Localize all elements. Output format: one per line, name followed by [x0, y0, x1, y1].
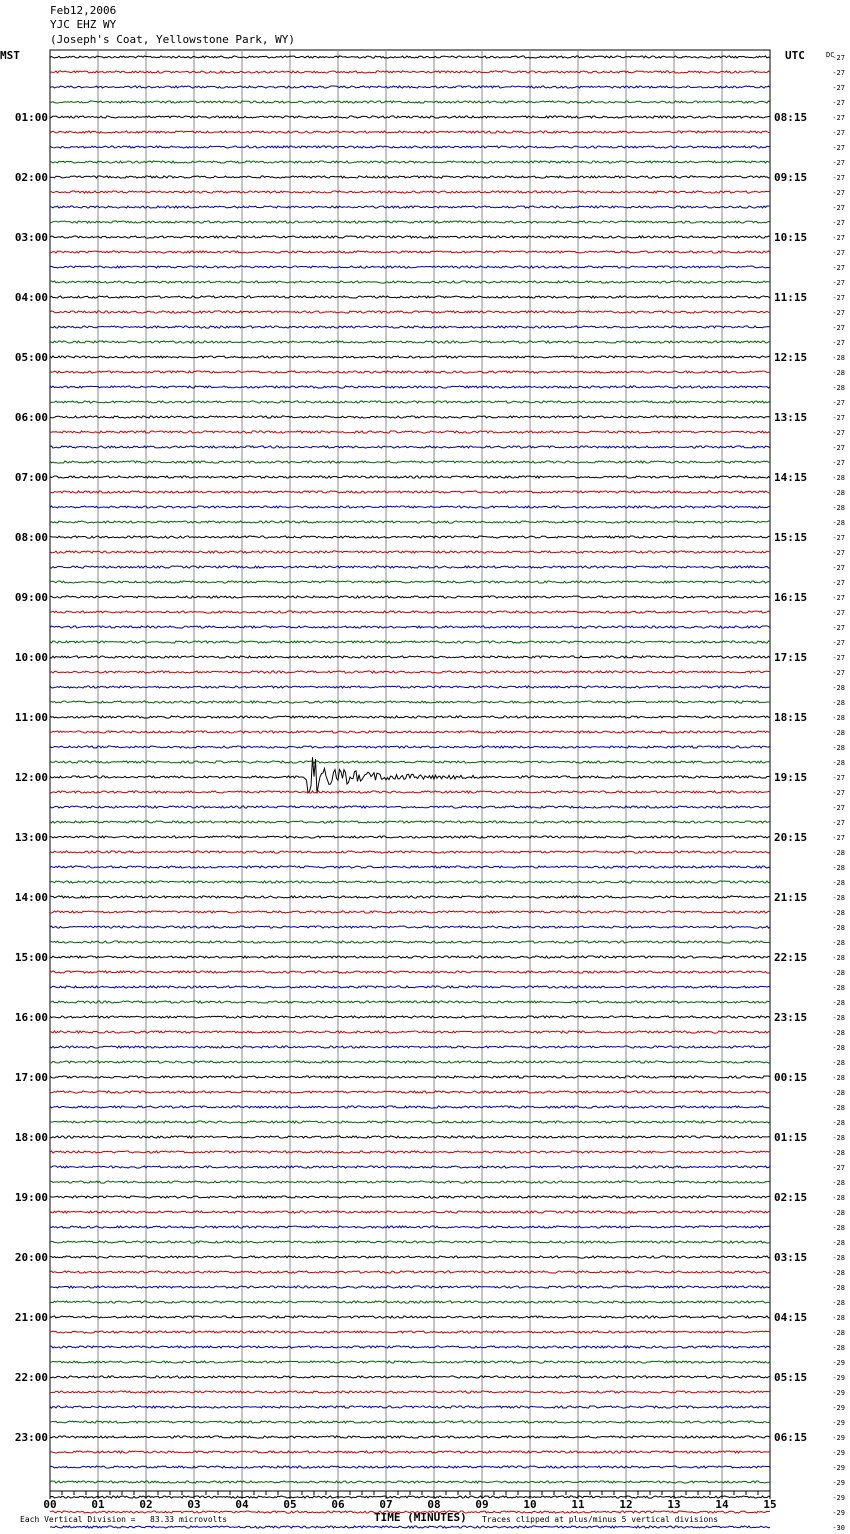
- dc-offset-label: -28: [832, 1209, 845, 1217]
- trace-row-62: [50, 986, 770, 988]
- trace-row-7: [50, 161, 770, 163]
- trace-row-26: [50, 446, 770, 448]
- trace-row-70: [50, 1106, 770, 1108]
- trace-row-25: [50, 431, 770, 433]
- trace-row-18: [50, 326, 770, 328]
- trace-row-2: [50, 86, 770, 88]
- x-tick-label: 04: [235, 1498, 249, 1511]
- trace-row-4: [50, 116, 770, 118]
- plot-date: Feb12,2006: [50, 4, 117, 17]
- right-hour-label: 16:15: [774, 591, 808, 604]
- right-hour-label: 13:15: [774, 411, 808, 424]
- dc-offset-label: -28: [832, 1194, 845, 1202]
- trace-row-28: [50, 476, 770, 478]
- dc-offset-label: -27: [832, 54, 845, 62]
- trace-row-14: [50, 266, 770, 268]
- dc-offset-label: -27: [832, 204, 845, 212]
- dc-offset-label: -28: [832, 1269, 845, 1277]
- trace-row-63: [50, 1001, 770, 1003]
- left-hour-label: 06:00: [14, 411, 48, 424]
- left-hour-label: 16:00: [14, 1011, 48, 1024]
- trace-row-56: [50, 896, 770, 898]
- station-location: (Joseph's Coat, Yellowstone Park, WY): [50, 33, 296, 46]
- trace-row-32: [50, 536, 770, 538]
- trace-row-24: [50, 416, 770, 418]
- dc-offset-label: -28: [832, 1029, 845, 1037]
- dc-offset-label: -28: [832, 1224, 845, 1232]
- trace-row-72: [50, 1136, 770, 1138]
- dc-offset-label: -29: [832, 1359, 845, 1367]
- dc-offset-label: -27: [832, 669, 845, 677]
- dc-offset-label: -27: [832, 84, 845, 92]
- dc-offset-label: -27: [832, 414, 845, 422]
- trace-row-39: [50, 641, 770, 643]
- dc-offset-label: -28: [832, 759, 845, 767]
- dc-offset-label: -29: [832, 1389, 845, 1397]
- dc-offset-label: -27: [832, 624, 845, 632]
- trace-row-86: [50, 1346, 770, 1348]
- x-tick-label: 02: [139, 1498, 153, 1511]
- left-hour-label: 12:00: [14, 771, 48, 784]
- right-hour-label: 09:15: [774, 171, 808, 184]
- trace-row-1: [50, 71, 770, 73]
- trace-row-93: [50, 1451, 770, 1453]
- vertical-division-note: Each Vertical Division = 83.33 microvolts: [20, 1515, 228, 1524]
- dc-offset-label: -27: [832, 459, 845, 467]
- trace-row-47: [50, 761, 770, 763]
- trace-row-46: [50, 746, 770, 748]
- left-hour-label: 07:00: [14, 471, 48, 484]
- dc-offset-label: -27: [832, 564, 845, 572]
- trace-row-73: [50, 1151, 770, 1153]
- dc-offset-label: -27: [832, 399, 845, 407]
- dc-offset-label: -28: [832, 849, 845, 857]
- dc-offset-label: -27: [832, 804, 845, 812]
- trace-row-67: [50, 1061, 770, 1063]
- dc-offset-label: -27: [832, 594, 845, 602]
- dc-offset-label: -27: [832, 429, 845, 437]
- trace-row-90: [50, 1406, 770, 1408]
- dc-offset-label: -27: [832, 309, 845, 317]
- dc-offset-label: -28: [832, 939, 845, 947]
- left-hour-label: 13:00: [14, 831, 48, 844]
- trace-row-15: [50, 281, 770, 283]
- dc-offset-label: -27: [832, 174, 845, 182]
- trace-row-36: [50, 596, 770, 598]
- trace-row-44: [50, 716, 770, 718]
- trace-row-3: [50, 101, 770, 103]
- trace-row-54: [50, 866, 770, 868]
- right-hour-label: 23:15: [774, 1011, 808, 1024]
- dc-offset-label: -27: [832, 1164, 845, 1172]
- dc-offset-label: -28: [832, 1284, 845, 1292]
- dc-offset-label: -28: [832, 969, 845, 977]
- trace-row-48: [50, 757, 770, 793]
- right-hour-label: 11:15: [774, 291, 808, 304]
- station-code: YJC EHZ WY: [50, 18, 117, 31]
- dc-offset-label: -28: [832, 999, 845, 1007]
- right-hour-label: 04:15: [774, 1311, 808, 1324]
- dc-offset-label: -27: [832, 609, 845, 617]
- left-hour-label: 11:00: [14, 711, 48, 724]
- dc-offset-label: -29: [832, 1404, 845, 1412]
- trace-row-50: [50, 806, 770, 808]
- x-tick-label: 14: [715, 1498, 729, 1511]
- trace-row-11: [50, 221, 770, 223]
- trace-row-23: [50, 401, 770, 403]
- dc-offset-label: -27: [832, 444, 845, 452]
- dc-offset-label: -28: [832, 519, 845, 527]
- dc-offset-label: -29: [832, 1464, 845, 1472]
- trace-row-29: [50, 491, 770, 493]
- left-hour-label: 15:00: [14, 951, 48, 964]
- trace-row-84: [50, 1316, 770, 1318]
- dc-offset-label: -28: [832, 699, 845, 707]
- dc-offset-label: -28: [832, 984, 845, 992]
- left-hour-label: 02:00: [14, 171, 48, 184]
- dc-offset-label: -28: [832, 864, 845, 872]
- left-hour-label: 18:00: [14, 1131, 48, 1144]
- dc-offset-label: -28: [832, 894, 845, 902]
- trace-row-92: [50, 1436, 770, 1438]
- dc-offset-label: -28: [832, 1089, 845, 1097]
- left-hour-label: 09:00: [14, 591, 48, 604]
- left-hour-label: 20:00: [14, 1251, 48, 1264]
- right-hour-label: 08:15: [774, 111, 808, 124]
- dc-offset-label: -27: [832, 339, 845, 347]
- x-tick-label: 15: [763, 1498, 777, 1511]
- x-tick-label: 13: [667, 1498, 681, 1511]
- trace-row-75: [50, 1181, 770, 1183]
- dc-offset-label: -30: [832, 1524, 845, 1532]
- dc-offset-label: -27: [832, 219, 845, 227]
- trace-row-10: [50, 206, 770, 208]
- trace-row-52: [50, 836, 770, 838]
- right-hour-label: 22:15: [774, 951, 808, 964]
- left-hour-label: 05:00: [14, 351, 48, 364]
- dc-offset-label: -27: [832, 279, 845, 287]
- right-hour-label: 19:15: [774, 771, 808, 784]
- trace-row-27: [50, 461, 770, 463]
- trace-row-65: [50, 1031, 770, 1033]
- trace-row-13: [50, 251, 770, 253]
- trace-row-98: [50, 1526, 770, 1528]
- trace-row-49: [50, 791, 770, 793]
- dc-offset-label: -28: [832, 924, 845, 932]
- x-tick-label: 03: [187, 1498, 201, 1511]
- right-hour-label: 02:15: [774, 1191, 808, 1204]
- trace-row-82: [50, 1286, 770, 1288]
- dc-offset-label: -27: [832, 579, 845, 587]
- dc-offset-label: -27: [832, 114, 845, 122]
- dc-offset-label: -29: [832, 1479, 845, 1487]
- trace-row-31: [50, 521, 770, 523]
- dc-offset-label: -28: [832, 684, 845, 692]
- x-tick-label: 10: [523, 1498, 537, 1511]
- trace-row-12: [50, 236, 770, 238]
- dc-offset-label: -27: [832, 99, 845, 107]
- dc-offset-label: -28: [832, 354, 845, 362]
- trace-row-8: [50, 176, 770, 178]
- dc-offset-label: -27: [832, 249, 845, 257]
- dc-offset-label: -28: [832, 1044, 845, 1052]
- dc-offset-label: -29: [832, 1374, 845, 1382]
- right-hour-label: 14:15: [774, 471, 808, 484]
- right-hour-label: 05:15: [774, 1371, 808, 1384]
- right-hour-label: 06:15: [774, 1431, 808, 1444]
- trace-row-79: [50, 1241, 770, 1243]
- dc-offset-label: -28: [832, 1059, 845, 1067]
- dc-offset-label: -28: [832, 909, 845, 917]
- dc-offset-label: -28: [832, 489, 845, 497]
- x-tick-label: 12: [619, 1498, 633, 1511]
- dc-offset-label: -28: [832, 1134, 845, 1142]
- left-timezone-label: MST: [0, 49, 20, 62]
- trace-row-16: [50, 296, 770, 298]
- trace-row-61: [50, 971, 770, 973]
- trace-row-43: [50, 701, 770, 703]
- trace-row-41: [50, 671, 770, 673]
- dc-offset-label: -27: [832, 129, 845, 137]
- trace-row-34: [50, 566, 770, 568]
- right-hour-label: 12:15: [774, 351, 808, 364]
- dc-offset-label: -27: [832, 189, 845, 197]
- dc-offset-label: -29: [832, 1449, 845, 1457]
- x-tick-label: 05: [283, 1498, 297, 1511]
- trace-row-35: [50, 581, 770, 583]
- trace-row-83: [50, 1301, 770, 1303]
- trace-row-76: [50, 1196, 770, 1198]
- trace-row-55: [50, 881, 770, 883]
- dc-offset-label: -28: [832, 1149, 845, 1157]
- x-axis-title: TIME (MINUTES): [374, 1511, 467, 1524]
- trace-row-5: [50, 131, 770, 133]
- trace-row-66: [50, 1046, 770, 1048]
- trace-row-58: [50, 926, 770, 928]
- trace-row-22: [50, 386, 770, 388]
- dc-offset-label: -27: [832, 639, 845, 647]
- right-hour-label: 20:15: [774, 831, 808, 844]
- trace-row-42: [50, 686, 770, 688]
- trace-row-68: [50, 1076, 770, 1078]
- trace-row-69: [50, 1091, 770, 1093]
- right-hour-label: 17:15: [774, 651, 808, 664]
- right-hour-label: 18:15: [774, 711, 808, 724]
- dc-offset-label: -28: [832, 1239, 845, 1247]
- dc-offset-label: -28: [832, 1299, 845, 1307]
- left-hour-label: 08:00: [14, 531, 48, 544]
- left-hour-label: 01:00: [14, 111, 48, 124]
- dc-offset-label: -27: [832, 819, 845, 827]
- dc-offset-label: -29: [832, 1419, 845, 1427]
- trace-row-88: [50, 1376, 770, 1378]
- dc-header-label: DC: [826, 51, 835, 59]
- dc-offset-label: -28: [832, 1314, 845, 1322]
- dc-offset-label: -29: [832, 1494, 845, 1502]
- trace-row-81: [50, 1271, 770, 1273]
- trace-row-87: [50, 1361, 770, 1363]
- right-hour-label: 01:15: [774, 1131, 808, 1144]
- dc-offset-label: -28: [832, 1179, 845, 1187]
- trace-row-19: [50, 341, 770, 343]
- trace-row-40: [50, 656, 770, 658]
- x-tick-label: 00: [43, 1498, 57, 1511]
- dc-offset-label: -28: [832, 879, 845, 887]
- dc-offset-label: -28: [832, 729, 845, 737]
- dc-offset-label: -28: [832, 369, 845, 377]
- x-tick-label: 09: [475, 1498, 489, 1511]
- left-hour-label: 14:00: [14, 891, 48, 904]
- dc-offset-label: -27: [832, 69, 845, 77]
- trace-row-45: [50, 731, 770, 733]
- left-hour-label: 22:00: [14, 1371, 48, 1384]
- trace-row-96: [50, 1496, 770, 1498]
- left-hour-label: 03:00: [14, 231, 48, 244]
- x-tick-label: 07: [379, 1498, 393, 1511]
- right-hour-label: 00:15: [774, 1071, 808, 1084]
- trace-row-53: [50, 851, 770, 853]
- dc-offset-label: -28: [832, 384, 845, 392]
- right-hour-label: 03:15: [774, 1251, 808, 1264]
- dc-offset-label: -28: [832, 1254, 845, 1262]
- dc-offset-label: -28: [832, 1014, 845, 1022]
- trace-row-6: [50, 146, 770, 148]
- dc-offset-label: -28: [832, 1119, 845, 1127]
- trace-row-38: [50, 626, 770, 628]
- trace-row-0: [50, 56, 770, 58]
- trace-row-95: [50, 1481, 770, 1483]
- dc-offset-label: -28: [832, 474, 845, 482]
- dc-offset-label: -29: [832, 1434, 845, 1442]
- dc-offset-label: -28: [832, 504, 845, 512]
- trace-row-85: [50, 1331, 770, 1333]
- right-hour-label: 15:15: [774, 531, 808, 544]
- dc-offset-label: -28: [832, 1329, 845, 1337]
- dc-offset-label: -27: [832, 534, 845, 542]
- trace-row-74: [50, 1166, 770, 1168]
- x-tick-label: 06: [331, 1498, 345, 1511]
- dc-offset-label: -28: [832, 954, 845, 962]
- dc-offset-label: -27: [832, 144, 845, 152]
- left-hour-label: 23:00: [14, 1431, 48, 1444]
- trace-row-64: [50, 1016, 770, 1018]
- trace-row-57: [50, 911, 770, 913]
- dc-offset-label: -27: [832, 834, 845, 842]
- trace-row-20: [50, 356, 770, 358]
- left-hour-label: 21:00: [14, 1311, 48, 1324]
- x-tick-label: 01: [91, 1498, 105, 1511]
- trace-row-60: [50, 956, 770, 958]
- trace-row-77: [50, 1211, 770, 1213]
- dc-offset-label: -27: [832, 789, 845, 797]
- trace-row-71: [50, 1121, 770, 1123]
- dc-offset-label: -27: [832, 294, 845, 302]
- dc-offset-label: -27: [832, 159, 845, 167]
- left-hour-label: 19:00: [14, 1191, 48, 1204]
- dc-offset-label: -28: [832, 714, 845, 722]
- dc-offset-label: -27: [832, 234, 845, 242]
- trace-row-9: [50, 191, 770, 193]
- dc-offset-label: -27: [832, 324, 845, 332]
- trace-row-17: [50, 311, 770, 313]
- trace-row-89: [50, 1391, 770, 1393]
- dc-offset-label: -28: [832, 1074, 845, 1082]
- dc-offset-label: -28: [832, 1104, 845, 1112]
- left-hour-label: 04:00: [14, 291, 48, 304]
- dc-offset-label: -27: [832, 264, 845, 272]
- clip-note: Traces clipped at plus/minus 5 vertical divisions: [482, 1515, 719, 1524]
- x-tick-label: 08: [427, 1498, 441, 1511]
- right-hour-label: 21:15: [774, 891, 808, 904]
- trace-row-80: [50, 1256, 770, 1258]
- trace-row-30: [50, 506, 770, 508]
- dc-offset-label: -27: [832, 549, 845, 557]
- trace-row-91: [50, 1421, 770, 1423]
- x-tick-label: 11: [571, 1498, 585, 1511]
- left-hour-label: 17:00: [14, 1071, 48, 1084]
- trace-row-94: [50, 1466, 770, 1468]
- trace-row-33: [50, 551, 770, 553]
- dc-offset-label: -29: [832, 1509, 845, 1517]
- dc-offset-label: -27: [832, 774, 845, 782]
- trace-row-21: [50, 371, 770, 373]
- trace-row-78: [50, 1226, 770, 1228]
- dc-offset-label: -27: [832, 654, 845, 662]
- trace-row-59: [50, 941, 770, 943]
- dc-offset-label: -28: [832, 1344, 845, 1352]
- trace-row-51: [50, 821, 770, 823]
- right-hour-label: 10:15: [774, 231, 808, 244]
- right-timezone-label: UTC: [785, 49, 805, 62]
- trace-row-37: [50, 611, 770, 613]
- dc-offset-label: -28: [832, 744, 845, 752]
- left-hour-label: 10:00: [14, 651, 48, 664]
